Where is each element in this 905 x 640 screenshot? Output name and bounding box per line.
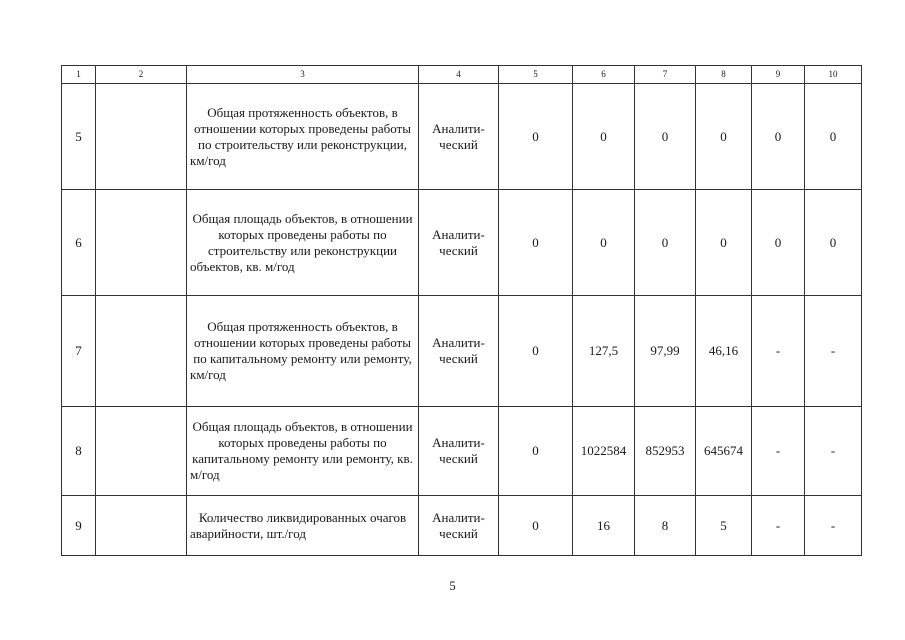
value-col5: 0 — [499, 296, 573, 407]
value-col5: 0 — [499, 84, 573, 190]
value-col6: 0 — [573, 84, 635, 190]
indicator-table — [61, 65, 862, 556]
header-cell: 6 — [573, 66, 635, 84]
value-col7: 8 — [635, 496, 696, 556]
table-row — [62, 190, 862, 296]
row-col2 — [96, 296, 187, 407]
header-cell: 7 — [635, 66, 696, 84]
row-col2 — [96, 190, 187, 296]
row-number: 9 — [62, 496, 96, 556]
value-col8: 0 — [696, 84, 752, 190]
calc-method: Аналити- ческий — [419, 296, 499, 407]
indicator-name: Общая площадь объектов, в отношении которых проведены работы по строительству или реконструкции объектов, кв. м/год — [187, 190, 419, 296]
value-col10: 0 — [805, 190, 862, 296]
value-col8: 46,16 — [696, 296, 752, 407]
value-col7: 852953 — [635, 407, 696, 496]
value-col10: 0 — [805, 84, 862, 190]
value-col10: - — [805, 296, 862, 407]
indicator-name: Общая площадь объектов, в отношении которых проведены работы по капитальному ремонту или ремонту, кв. м/год — [187, 407, 419, 496]
header-cell: 2 — [96, 66, 187, 84]
calc-method: Аналити- ческий — [419, 496, 499, 556]
row-col2 — [96, 496, 187, 556]
table-row — [62, 496, 862, 556]
value-col5: 0 — [499, 190, 573, 296]
value-col9: - — [752, 407, 805, 496]
value-col8: 5 — [696, 496, 752, 556]
page-number: 5 — [449, 578, 456, 593]
row-number: 6 — [62, 190, 96, 296]
row-number: 7 — [62, 296, 96, 407]
indicator-name: Количество ликвидированных очагов аварийности, шт./год — [187, 496, 419, 556]
row-col2 — [96, 84, 187, 190]
table-header-row — [62, 66, 862, 84]
value-col8: 645674 — [696, 407, 752, 496]
value-col9: - — [752, 496, 805, 556]
indicator-name: Общая протяженность объектов, в отношении которых проведены работы по капитальному ремонту или ремонту, км/год — [187, 296, 419, 407]
value-col9: 0 — [752, 190, 805, 296]
header-cell: 4 — [419, 66, 499, 84]
value-col5: 0 — [499, 407, 573, 496]
value-col10: - — [805, 496, 862, 556]
header-cell: 9 — [752, 66, 805, 84]
table-row — [62, 296, 862, 407]
value-col8: 0 — [696, 190, 752, 296]
header-cell: 1 — [62, 66, 96, 84]
calc-method: Аналити- ческий — [419, 84, 499, 190]
value-col6: 1022584 — [573, 407, 635, 496]
value-col6: 0 — [573, 190, 635, 296]
calc-method: Аналити- ческий — [419, 407, 499, 496]
value-col7: 97,99 — [635, 296, 696, 407]
indicator-name: Общая протяженность объектов, в отношении которых проведены работы по строительству или реконструкции, км/год — [187, 84, 419, 190]
header-cell: 5 — [499, 66, 573, 84]
table-row — [62, 407, 862, 496]
row-col2 — [96, 407, 187, 496]
header-cell: 8 — [696, 66, 752, 84]
table-row — [62, 84, 862, 190]
value-col6: 127,5 — [573, 296, 635, 407]
header-cell: 3 — [187, 66, 419, 84]
row-number: 8 — [62, 407, 96, 496]
value-col7: 0 — [635, 84, 696, 190]
value-col5: 0 — [499, 496, 573, 556]
row-number: 5 — [62, 84, 96, 190]
value-col6: 16 — [573, 496, 635, 556]
header-cell: 10 — [805, 66, 862, 84]
value-col7: 0 — [635, 190, 696, 296]
value-col9: 0 — [752, 84, 805, 190]
calc-method: Аналити- ческий — [419, 190, 499, 296]
value-col10: - — [805, 407, 862, 496]
value-col9: - — [752, 296, 805, 407]
